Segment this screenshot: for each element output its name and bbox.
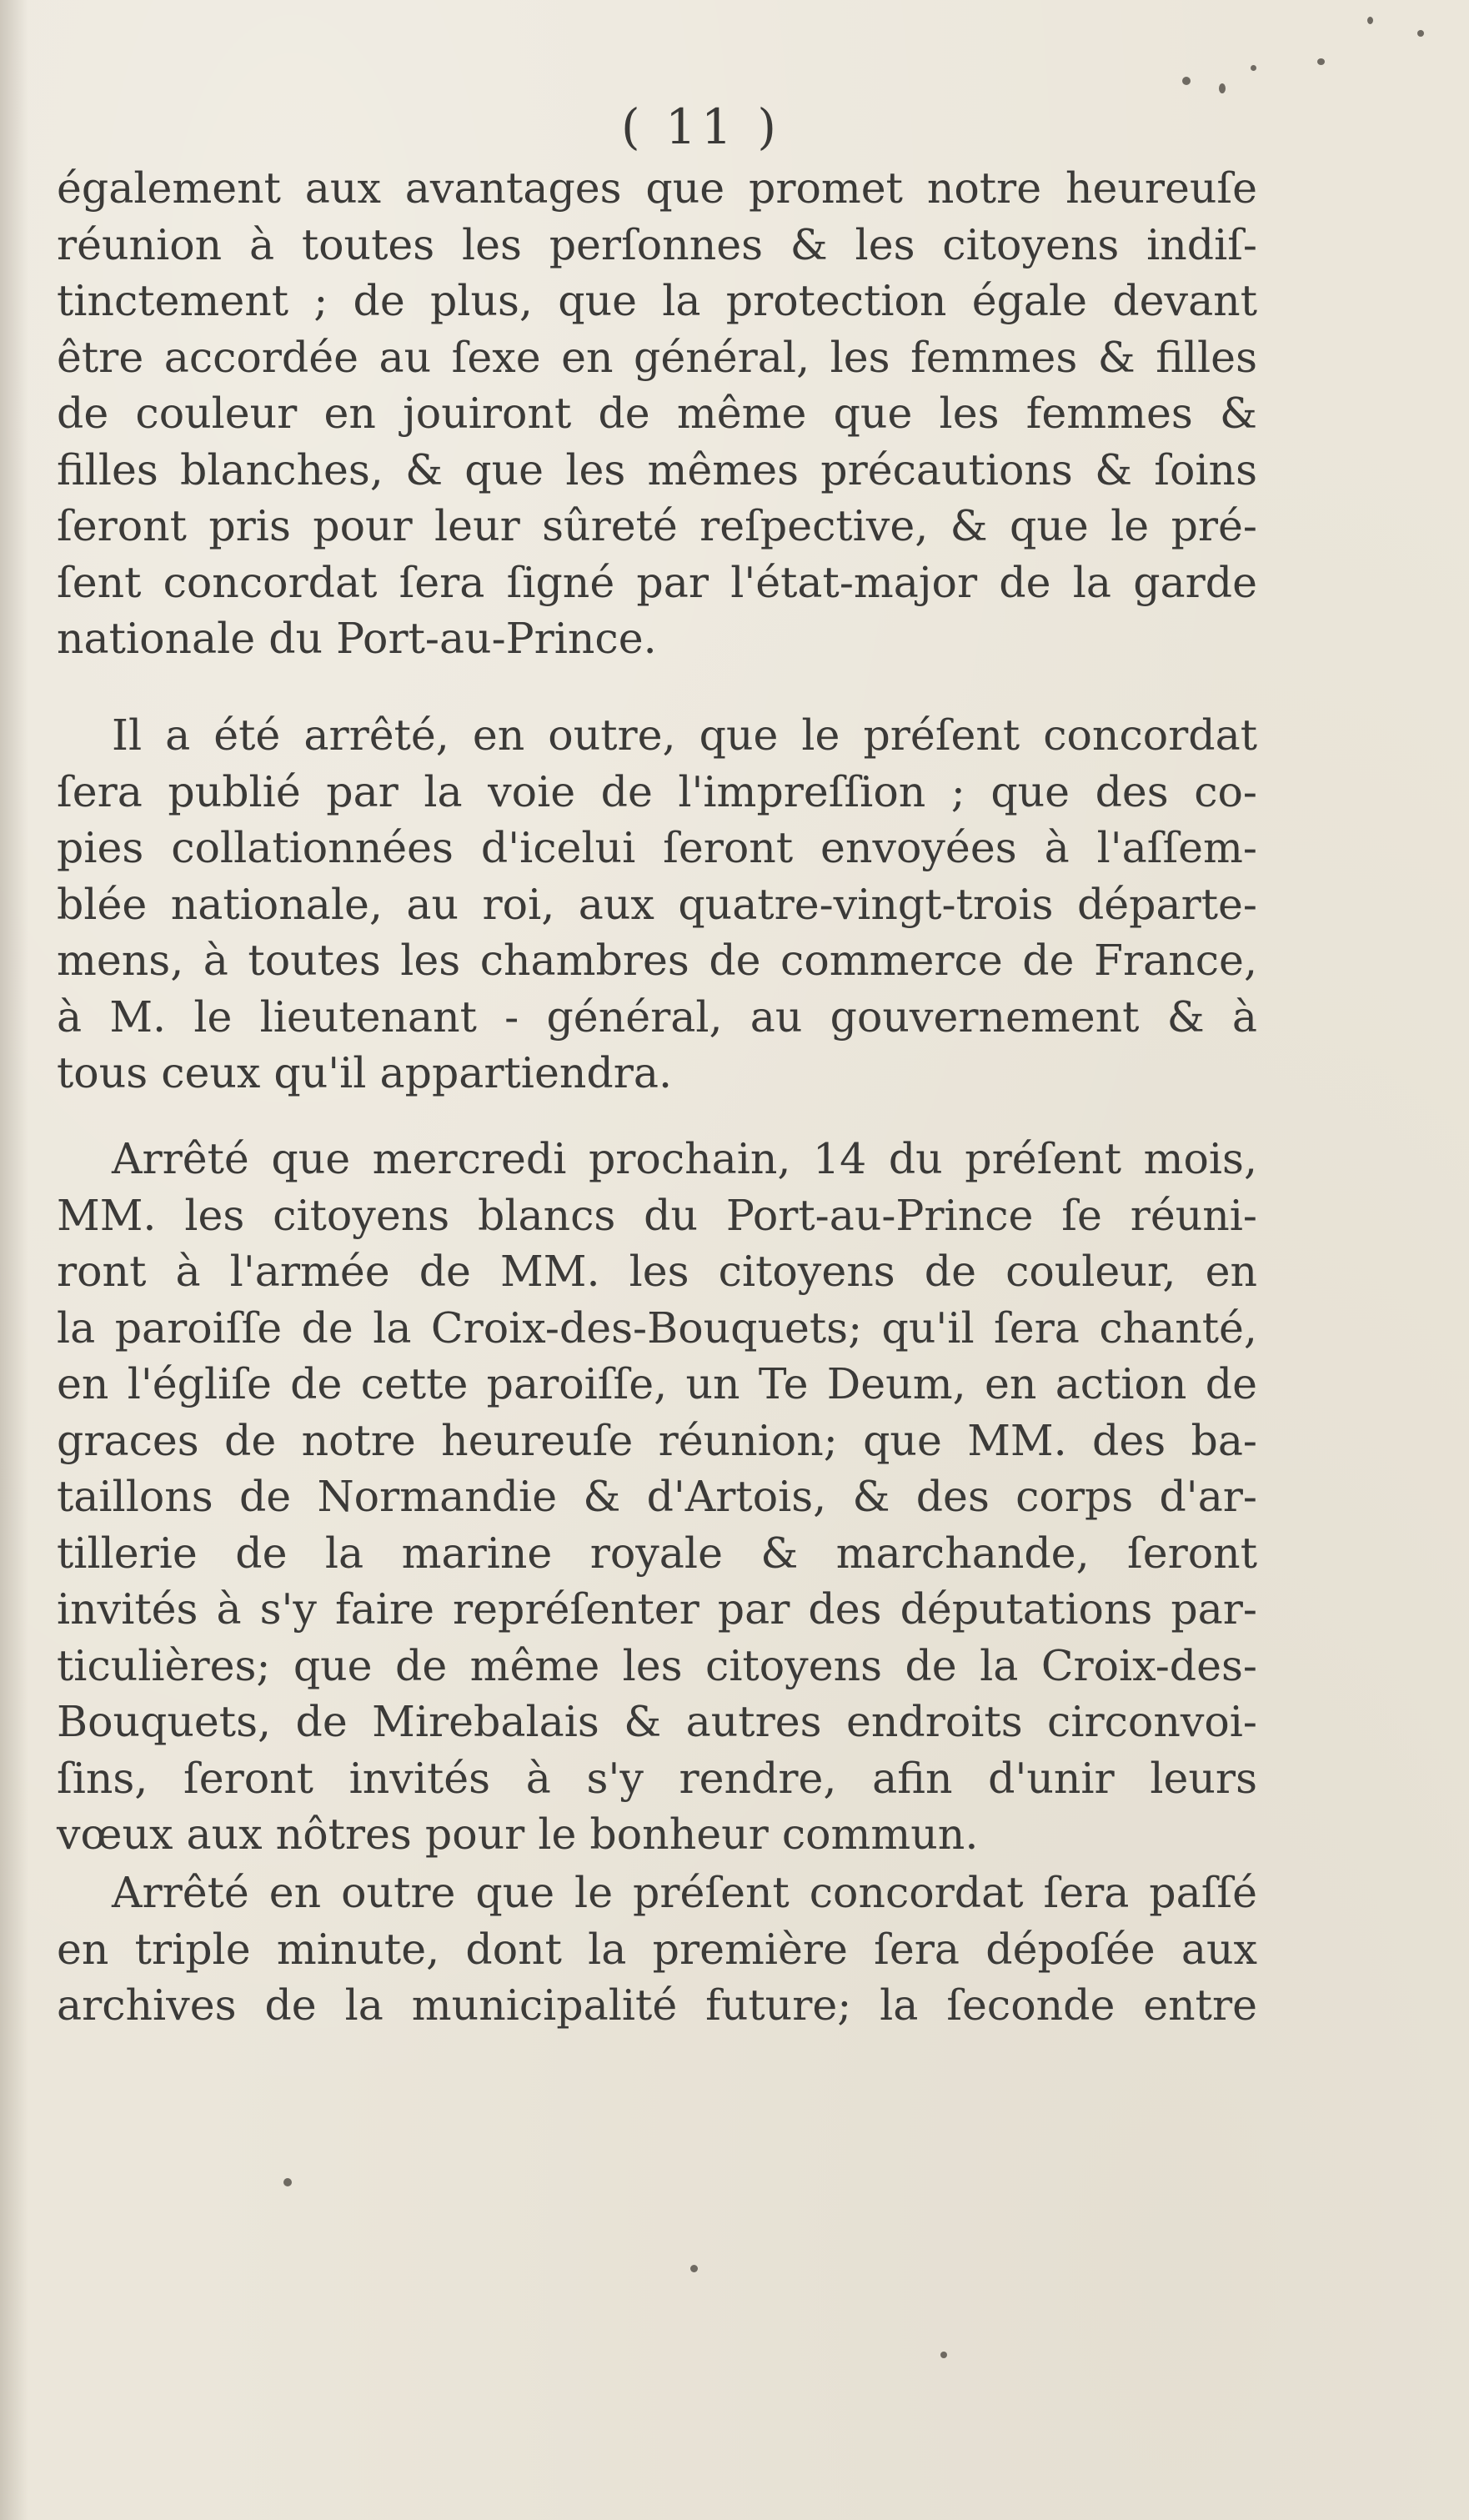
text-line: tillerie de la marine royale & marchande, ſeront [57, 1528, 1257, 1578]
paper-speck [690, 2265, 698, 2272]
paragraph-2 [57, 707, 1257, 1102]
text-line: être accordée au ſexe en général, les femmes & filles [57, 332, 1257, 382]
paper-speck [1182, 77, 1191, 85]
text-line: Arrêté en outre que le préſent concordat ſera paſſé [112, 1868, 1257, 1917]
text-line: ſera publié par la voie de l'impreſſion ; que des co- [57, 766, 1257, 816]
paper-speck [1219, 83, 1226, 93]
text-line: ſins, ſeront invités à s'y rendre, afin d'unir leurs [57, 1753, 1257, 1803]
paper-speck [940, 2352, 947, 2358]
text-line: ſent concordat ſera ſigné par l'état-major de la garde [57, 557, 1257, 607]
text-line: en triple minute, dont la première ſera dépoſée aux [57, 1924, 1257, 1974]
paragraph-1 [57, 160, 1257, 667]
paper-speck [283, 2178, 292, 2186]
text-line: mens, à toutes les chambres de commerce de France, [57, 936, 1257, 985]
text-line: Arrêté que mercredi prochain, 14 du préſent mois, [112, 1134, 1257, 1183]
paragraph-3 [57, 1131, 1257, 1863]
text-line: invités à s'y faire repréſenter par des députations par- [57, 1584, 1257, 1634]
text-line: blée nationale, au roi, aux quatre-vingt-trois départe- [57, 879, 1257, 929]
text-line: en l'égliſe de cette paroiſſe, un Te Deum, en action de [57, 1359, 1257, 1408]
paper-speck [1367, 17, 1373, 24]
text-line: Il a été arrêté, en outre, que le préſent concordat [112, 710, 1257, 760]
text-line: MM. les citoyens blancs du Port-au-Prince ſe réuni- [57, 1190, 1257, 1240]
text-line: réunion à toutes les perſonnes & les citoyens indiſ- [57, 219, 1257, 269]
page-number: ( 11 ) [621, 98, 781, 155]
text-line: Bouquets, de Mirebalais & autres endroits circonvoi- [57, 1697, 1257, 1746]
text-line: ſeront pris pour leur sûreté reſpective, & que le pré- [57, 501, 1257, 550]
text-line: ront à l'armée de MM. les citoyens de couleur, en [57, 1247, 1257, 1296]
page-edge-shadow [0, 0, 28, 2520]
text-line: de couleur en jouiront de même que les femmes & [57, 389, 1257, 438]
paper-speck [1251, 65, 1256, 71]
text-line: graces de notre heureuſe réunion; que MM. des ba- [57, 1415, 1257, 1465]
text-line: pies collationnées d'icelui ſeront envoyées à l'aſſem- [57, 823, 1257, 872]
text-line: ticulières; que de même les citoyens de la Croix-des- [57, 1640, 1257, 1690]
paper-speck [1317, 58, 1325, 65]
text-line: à M. le lieutenant - général, au gouvernement & à [57, 991, 1257, 1042]
text-line: nationale du Port-au-Prince. [57, 614, 657, 663]
text-line: la paroiſſe de la Croix-des-Bouquets; qu'il ſera chanté, [57, 1303, 1257, 1353]
text-line: vœux aux nôtres pour le bonheur commun. [57, 1810, 979, 1859]
text-line: également aux avantages que promet notre heureuſe [57, 163, 1257, 213]
text-line: tous ceux qu'il appartiendra. [57, 1048, 672, 1097]
text-line: tinctement ; de plus, que la protection égale devant [57, 276, 1257, 325]
text-line: taillons de Normandie & d'Artois, & des corps d'ar- [57, 1472, 1257, 1521]
text-line: archives de la municipalité future; la ſeconde entre [57, 1980, 1257, 2030]
paragraph-4 [57, 1865, 1257, 2034]
paper-speck [1417, 30, 1424, 37]
text-line: filles blanches, & que les mêmes précautions & ſoins [57, 444, 1257, 494]
